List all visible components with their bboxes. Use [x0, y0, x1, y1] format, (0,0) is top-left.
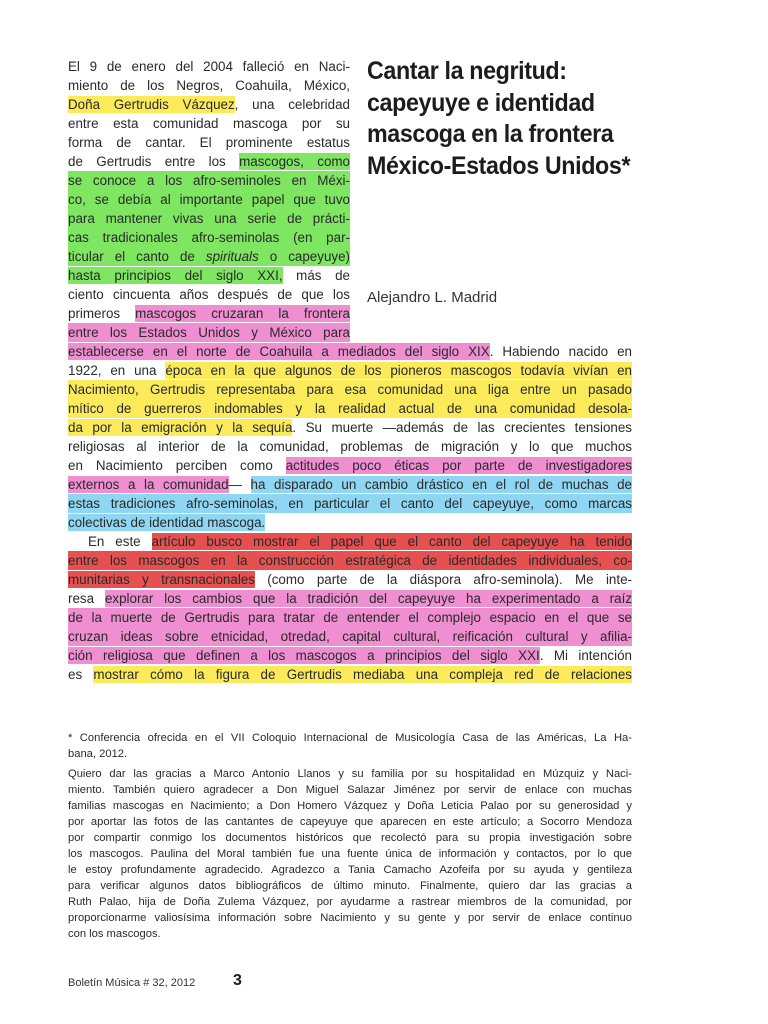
- body-line: hasta principios del siglo XXI, más de: [68, 268, 350, 283]
- body-line: entre esta comunidad mascoga por su: [68, 116, 350, 131]
- highlight-pink: mascogos cruzaran la frontera: [135, 306, 350, 321]
- title-line: Cantar la negritud:: [367, 57, 567, 85]
- highlight-blue: colectivas de identidad mascoga.: [68, 515, 266, 530]
- body-line: ción religiosa que definen a los mascogos a principios del siglo XXI. Mi intención: [68, 648, 632, 663]
- highlight-green: mascogos, como: [239, 154, 350, 169]
- highlight-blue: ha disparado un cambio drástico en el rol de muchas de: [250, 477, 633, 492]
- footnote-line: por aportar las fotos de las cantantes de capeyuye que aparecen en este artículo; a Socorro Mendoza: [68, 816, 632, 828]
- body-line: [68, 513, 632, 532]
- body-line: resa explorar los cambios que la tradición del capeyuye ha experimentado a raíz: [68, 591, 632, 606]
- footnote-line: le estoy profundamente agradecido. Agradezco a Tania Camacho Azofeifa por su ayuda y gentileza: [68, 864, 632, 876]
- footnote-line: para verificar algunos datos bibliográficos de último minuto. Finalmente, quiero dar las gracias a: [68, 880, 632, 892]
- highlight-red: artículo busco mostrar el papel que el canto del capeyuye ha tenido: [151, 534, 632, 549]
- body-line: El 9 de enero del 2004 falleció en Naci-: [68, 59, 350, 74]
- body-line: establecerse en el norte de Coahuila a mediados del siglo XIX. Habiendo nacido en: [68, 344, 632, 359]
- body-line-highlight-pink: entre los Estados Unidos y México para: [68, 325, 350, 340]
- highlight-yellow: época en la que algunos de los pioneros mascogos todavía vivían en: [165, 363, 632, 378]
- body-line-highlight-pink: cruzan ideas sobre etnicidad, otredad, capital cultural, reificación cultural y afilia-: [68, 629, 632, 644]
- body-line-highlight-green: cas tradicionales afro-seminolas (en par-: [68, 230, 350, 245]
- body-line: externos a la comunidad— ha disparado un cambio drástico en el rol de muchas de: [68, 477, 633, 492]
- body-line-highlight-red: entre los mascogos en la construcción estratégica de identidades individuales, co-: [68, 553, 632, 568]
- body-line: ciento cincuenta años después de que los: [68, 287, 350, 302]
- body-line-highlight-green: para mantener vivas una serie de prácti-: [68, 211, 350, 226]
- journal-footer: Boletín Música # 32, 2012: [68, 977, 196, 989]
- page-number: 3: [233, 972, 242, 989]
- footnote-line: miento. También quiero agradecer a Don Miguel Salazar Jiménez por servir de enlace con muchas: [68, 784, 632, 796]
- body-line-highlight-yellow: mítico de guerreros indomables y la realidad actual de una comunidad desola-: [68, 401, 632, 416]
- footnote-line: bana, 2012.: [68, 748, 128, 760]
- highlight-yellow: mostrar cómo la figura de Gertrudis mediaba una compleja red de relaciones: [93, 667, 632, 682]
- author-name: Alejandro L. Madrid: [367, 289, 498, 306]
- highlight-pink: establecerse en el norte de Coahuila a mediados del siglo XIX: [68, 344, 490, 359]
- title-line: capeyuye e identidad: [367, 88, 595, 117]
- title-line: México-Estados Unidos*: [367, 151, 631, 180]
- footnote-line: * Conferencia ofrecida en el VII Coloquio Internacional de Musicología Casa de las Américas, La Ha-: [68, 732, 632, 744]
- body-line: es mostrar cómo la figura de Gertrudis mediaba una compleja red de relaciones: [68, 667, 632, 682]
- body-line: munitarias y transnacionales (como parte de la diáspora afro-seminola). Me inte-: [68, 572, 632, 587]
- footnote-line: Ruth Palao, hija de Doña Zulema Vázquez, por ayudarme a rastrear miembros de la comunidad, por: [68, 896, 632, 908]
- body-line: en Nacimiento perciben como actitudes poco éticas por parte de investigadores: [68, 458, 632, 473]
- body-line: de Gertrudis entre los mascogos, como: [68, 154, 350, 169]
- title-line: mascoga en la frontera: [367, 120, 614, 148]
- body-line-highlight-yellow: Nacimiento, Gertrudis representaba para esa comunidad una liga entre un pasado: [68, 382, 632, 397]
- footnote-line: familias mascogas en Nacimiento; a Don Homero Vázquez y Doña Leticia Palao por su generosidad y: [68, 800, 632, 812]
- body-line-highlight-green: co, se debía al importante papel que tuvo: [68, 192, 350, 207]
- highlight-green: hasta principios del siglo XXI,: [68, 268, 283, 283]
- highlight-pink: ción religiosa que definen a los mascogos a principios del siglo XXI: [68, 648, 540, 663]
- highlight-yellow: da por la emigración y la sequía: [68, 420, 293, 435]
- body-line-highlight-pink: de la muerte de Gertrudis para tratar de entender el complejo espacio en el que se: [68, 610, 632, 625]
- article-title: [367, 56, 646, 182]
- highlight-pink: externos a la comunidad: [68, 477, 229, 492]
- highlight-pink: actitudes poco éticas por parte de investigadores: [285, 458, 632, 473]
- footnote-line: por compartir conmigo los documentos históricos que recolectó para su propia investigación sobre: [68, 832, 632, 844]
- footnote-line: con los mascogos.: [68, 928, 161, 940]
- body-line: miento de los Negros, Coahuila, México,: [68, 78, 350, 93]
- footnote-line: Quiero dar las gracias a Marco Antonio Llanos y su familia por su hospitalidad en Múzquiz y Naci-: [68, 768, 632, 780]
- body-line: Doña Gertrudis Vázquez, una celebridad: [68, 97, 350, 112]
- body-line: En este artículo busco mostrar el papel que el canto del capeyuye ha tenido: [88, 534, 632, 549]
- footnote-line: los mascogos. Paulina del Moral también fue una fuente única de información y contactos, por lo que: [68, 848, 632, 860]
- body-line: religiosas al interior de la comunidad, problemas de migración y lo que muchos: [68, 439, 632, 454]
- highlight-yellow: Doña Gertrudis Vázquez: [68, 97, 235, 112]
- body-line: da por la emigración y la sequía. Su muerte —además de las crecientes tensiones: [68, 420, 632, 435]
- body-line: 1922, en una época en la que algunos de los pioneros mascogos todavía vivían en: [68, 363, 632, 378]
- highlight-pink: explorar los cambios que la tradición del capeyuye ha experimentado a raíz: [104, 591, 632, 606]
- body-line-highlight-blue: estas tradiciones afro-seminolas, en particular el canto del capeyuye, como marcas: [68, 496, 632, 511]
- body-line: primeros mascogos cruzaran la frontera: [68, 306, 350, 321]
- body-line-highlight-green: ticular el canto de spirituals o capeyuye): [68, 249, 350, 264]
- highlight-red: munitarias y transnacionales: [68, 572, 255, 587]
- footnote-line: proporcionarme valiosísima información sobre Nacimiento y su gente y por servir de enlace continuo: [68, 912, 632, 924]
- body-line-highlight-green: se conoce a los afro-seminoles en Méxi-: [68, 173, 350, 188]
- body-line: forma de cantar. El prominente estatus: [68, 135, 350, 150]
